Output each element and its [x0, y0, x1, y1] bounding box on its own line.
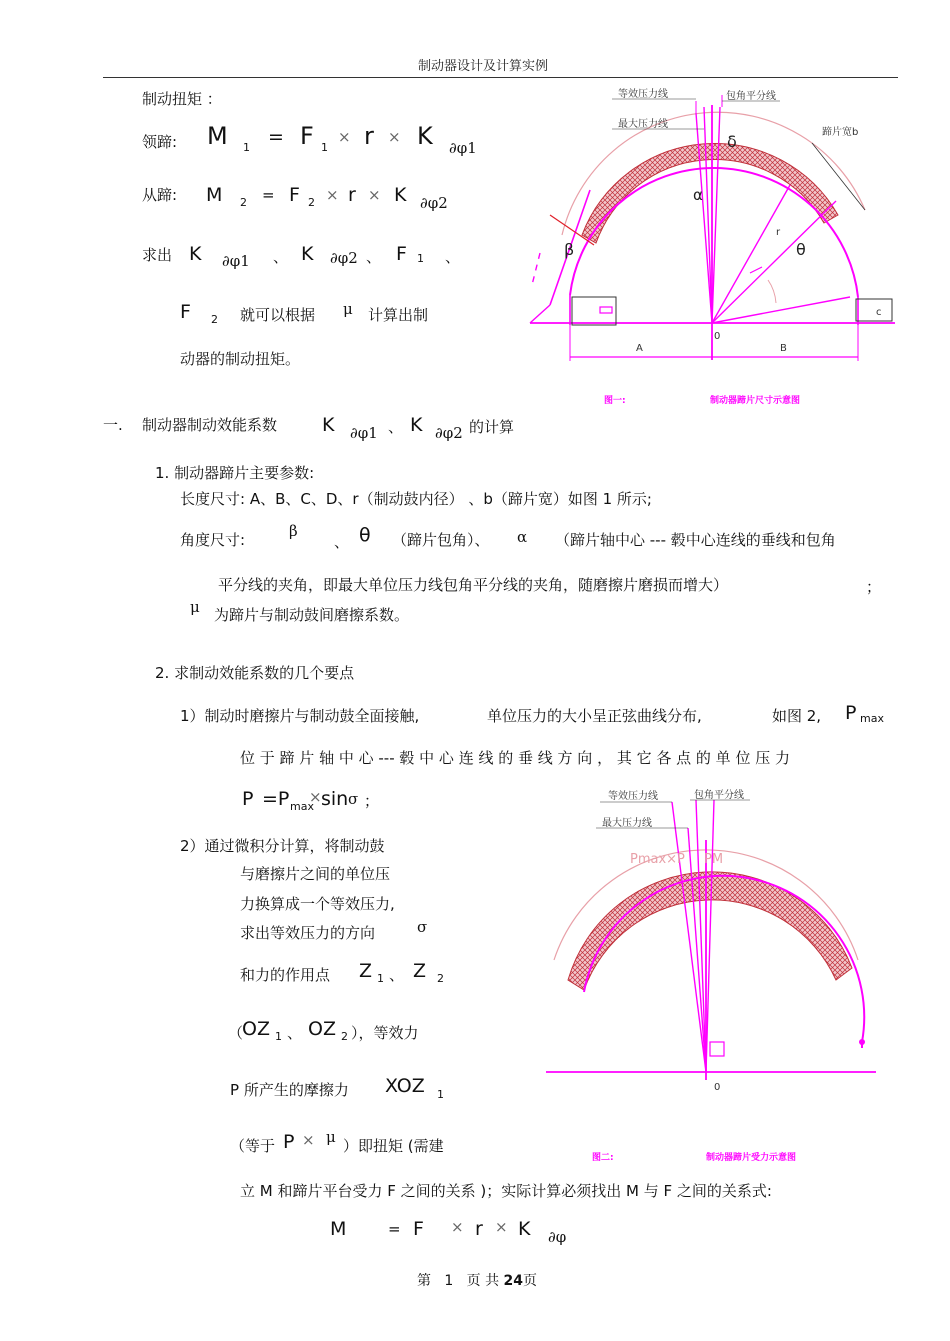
formula-sub: 1	[437, 1088, 444, 1101]
formula-F: F	[396, 243, 407, 265]
formula-k-sub: ∂φ2	[435, 424, 463, 442]
p2-text: ），等效力	[351, 1024, 419, 1042]
fig1-label-bisector: 包角平分线	[726, 91, 776, 102]
angle-label: 角度尺寸:	[180, 531, 246, 549]
p1-text: 如图 2,	[772, 707, 822, 725]
trailing-label: 从蹄:	[142, 186, 178, 204]
footer-prefix: 第	[417, 1273, 431, 1289]
p2-line: 力换算成一个等效压力,	[240, 895, 395, 913]
formula-sub: 2	[240, 196, 247, 209]
formula-times: ×	[388, 128, 401, 146]
solve-text: 计算出制	[368, 306, 429, 324]
fig2-label-equal-pressure: 等效压力线	[608, 791, 658, 802]
punctuation: ；	[866, 578, 882, 596]
fig2-label-bisector: 包角平分线	[694, 790, 744, 801]
fig2-pmax-label: Pmax×P	[630, 852, 685, 867]
footer-mid: 页 共	[466, 1273, 500, 1289]
p2-line: 与磨擦片之间的单位压	[240, 865, 391, 883]
page-footer	[417, 1270, 537, 1290]
punctuation: （	[228, 1024, 244, 1042]
formula-sub: 1	[377, 972, 384, 985]
solve-text: 就可以根据	[240, 306, 316, 324]
formula-K: K	[518, 1218, 531, 1240]
p2-text: P 所产生的摩擦力	[230, 1081, 349, 1099]
p2-line: 求出等效压力的方向	[240, 924, 376, 942]
header-rule	[103, 77, 898, 78]
formula-K: K	[301, 243, 314, 265]
leading-label: 领蹄:	[142, 133, 178, 151]
formula-XOZ: XOZ	[385, 1075, 425, 1097]
p2-text: ）即扭矩 (需建	[343, 1137, 444, 1155]
alpha-desc: （蹄片轴中心 --- 毂中心连线的垂线和包角	[555, 531, 836, 549]
p2-z-text: 和力的作用点	[240, 966, 331, 984]
separator: 、	[388, 418, 404, 436]
section-number: 一.	[103, 416, 123, 434]
p2-line: 2）通过微积分计算，将制动鼓	[180, 837, 385, 855]
mu-symbol: μ	[190, 598, 200, 616]
item1-title: 1. 制动器蹄片主要参数:	[155, 464, 315, 482]
fig1-theta: θ	[796, 240, 806, 259]
formula-M: M	[207, 122, 228, 150]
fig1-delta: δ	[727, 132, 737, 151]
formula-P: P	[242, 788, 254, 810]
solve-prefix: 求出	[142, 246, 173, 264]
formula-k-sub: ∂φ1	[350, 424, 378, 442]
formula-r: r	[364, 122, 374, 150]
formula-sub: 1	[321, 141, 328, 154]
fig2-caption-num: 图二:	[592, 1153, 614, 1163]
formula-k-sub: ∂φ2	[330, 249, 358, 267]
formula-times: ×	[451, 1218, 464, 1236]
p2-last-line: 立 M 和蹄片平台受力 F 之间的关系 )；实际计算必须找出 M 与 F 之间的关系式:	[240, 1182, 772, 1200]
formula-OZ: OZ	[308, 1018, 336, 1040]
svg-text:c: c	[876, 307, 882, 318]
formula-sub: 1	[417, 252, 424, 265]
separator: 、	[334, 533, 350, 551]
fig2-pm-label: PM	[704, 852, 724, 867]
p1-line2: 位 于 蹄 片 轴 中 心 --- 毂 中 心 连 线 的 垂 线 方 向 ， 其 它 各 点 的 单 位 压 力	[240, 749, 790, 767]
formula-F: F	[180, 301, 191, 323]
formula-times: ×	[338, 128, 351, 146]
footer-suffix: 页	[523, 1273, 538, 1289]
sigma-symbol: σ	[348, 790, 359, 808]
footer-total-pages: 24	[503, 1273, 524, 1289]
fig1-origin: 0	[714, 331, 721, 342]
fig1-caption: 制动器蹄片尺寸示意图	[710, 396, 801, 406]
solve-text: 动器的制动扭矩。	[180, 350, 301, 368]
sigma-symbol: σ	[417, 918, 428, 936]
formula-sin: sin	[321, 788, 349, 810]
fig1-label-equal-pressure: 等效压力线	[618, 89, 668, 100]
fig1-label-max-pressure: 最大压力线	[618, 119, 668, 130]
item1-mu-desc: 为蹄片与制动鼓间磨擦系数。	[214, 606, 410, 624]
formula-eq: =	[388, 1220, 401, 1238]
formula-times: ×	[326, 186, 339, 204]
p1-text: 1）制动时磨擦片与制动鼓全面接触,	[180, 707, 420, 725]
formula-k-sub: ∂φ2	[420, 194, 448, 212]
fig2-caption: 制动器蹄片受力示意图	[706, 1153, 797, 1163]
formula-sub: 1	[275, 1030, 282, 1043]
pmax-P: P	[845, 702, 857, 724]
formula-times: ×	[302, 1131, 315, 1149]
mu-symbol: μ	[343, 300, 353, 318]
alpha-symbol: α	[517, 528, 528, 546]
fig1-beta: β	[564, 240, 575, 259]
formula-eq: =P	[262, 788, 290, 810]
figure2-diagram	[540, 780, 880, 1170]
mu-symbol: μ	[326, 1128, 336, 1146]
section-title: 制动器制动效能系数	[142, 416, 278, 434]
formula-F: F	[289, 184, 300, 206]
formula-eq: =	[268, 126, 284, 148]
fig1-r: r	[776, 227, 781, 238]
formula-times: ×	[368, 186, 381, 204]
formula-K: K	[189, 243, 202, 265]
formula-Z: Z	[359, 960, 373, 982]
separator: 、	[389, 966, 405, 984]
formula-OZ: OZ	[242, 1018, 270, 1040]
fig1-dim-B: B	[780, 343, 787, 354]
item2-title: 2. 求制动效能系数的几个要点	[155, 664, 355, 682]
formula-k-sub: ∂φ	[548, 1228, 567, 1246]
separator: 、	[445, 248, 461, 266]
formula-r: r	[475, 1218, 483, 1240]
formula-sub: 2	[437, 972, 444, 985]
fig2-origin: 0	[714, 1082, 721, 1093]
fig1-dim-A: A	[636, 343, 643, 354]
theta-symbol: θ	[359, 524, 371, 546]
fig1-label-width: 蹄片宽b	[822, 127, 859, 138]
torque-title: 制动扭矩 ：	[142, 90, 222, 108]
formula-M: M	[206, 184, 223, 206]
formula-times: ×	[495, 1218, 508, 1236]
item1-length-line: 长度尺寸: A、B、C、D、r（制动鼓内径） 、b（蹄片宽）如图 1 所示;	[180, 490, 652, 508]
formula-r: r	[348, 184, 356, 206]
formula-P: P	[283, 1131, 295, 1153]
separator: 、	[366, 248, 382, 266]
footer-page-number: 1	[444, 1273, 454, 1289]
formula-sub: 2	[341, 1030, 348, 1043]
separator: 、	[287, 1024, 303, 1042]
formula-k-sub: ∂φ1	[449, 139, 477, 157]
theta-desc: （蹄片包角）、	[392, 531, 490, 549]
fig1-alpha: α	[693, 186, 703, 204]
punctuation: ；	[364, 792, 380, 810]
formula-Z: Z	[413, 960, 427, 982]
beta-symbol: β	[289, 522, 298, 540]
formula-M: M	[330, 1218, 347, 1240]
separator: 、	[273, 248, 289, 266]
formula-eq: =	[262, 186, 275, 204]
formula-times: ×	[309, 788, 322, 806]
p1-text: 单位压力的大小呈正弦曲线分布,	[487, 707, 702, 725]
formula-F: F	[413, 1218, 424, 1240]
fig2-label-max-pressure: 最大压力线	[602, 818, 652, 829]
p2-text: （等于	[230, 1137, 276, 1155]
formula-sub: 2	[308, 196, 315, 209]
figure1-diagram	[500, 85, 920, 415]
fig1-caption-num: 图一:	[604, 396, 626, 406]
item1-line2: 平分线的夹角，即最大单位压力线包角平分线的夹角，随磨擦片磨损而增大）	[218, 576, 729, 594]
formula-sub: max	[290, 800, 314, 813]
formula-K: K	[410, 414, 423, 436]
section-suffix: 的计算	[469, 418, 515, 436]
formula-sub: 1	[243, 141, 250, 154]
formula-sub: 2	[211, 313, 218, 326]
formula-K: K	[417, 122, 433, 150]
formula-F: F	[300, 122, 314, 150]
formula-k-sub: ∂φ1	[222, 252, 250, 270]
page-header-title: 制动器设计及计算实例	[418, 59, 549, 74]
formula-K: K	[322, 414, 335, 436]
pmax-sub: max	[860, 712, 884, 725]
formula-K: K	[394, 184, 407, 206]
